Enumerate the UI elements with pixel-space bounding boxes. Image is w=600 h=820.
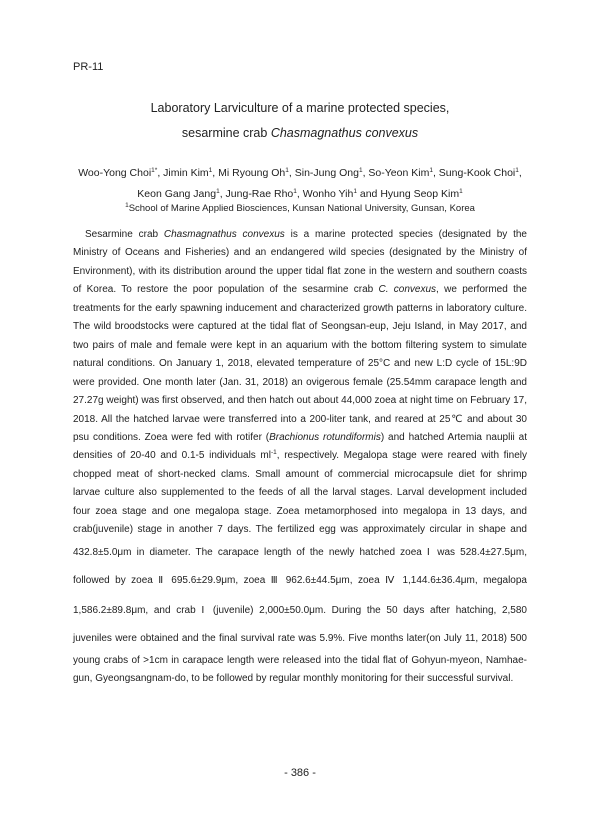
abstract-text: four zoea stage and one megalopa stage. Zoea metamorphosed into megalopa in 13 days, and — [73, 505, 527, 517]
abstract-line — [73, 318, 527, 336]
author-list: Woo-Yong Choi$^{1*}$, Jimin Kim$^1$, Mi Ryoung Oh$^1$, Sin-Jung Ong$^1$, So-Yeon Kim$^1$, Sung-Kook Choi$^1$, Keon Gang Jang$^1$, Jung-Rae Rho$^1$, Wonho Yih$^1$ and Hyung Seop Kim$^1$ — [78, 167, 522, 200]
author-name: Jimin Kim — [163, 167, 209, 179]
abstract-line — [73, 596, 527, 626]
author-name: Mi Ryoung Oh — [218, 167, 286, 179]
author-name: Wonho Yih — [302, 188, 354, 200]
page-number: - 386 - — [284, 767, 316, 779]
abstract-text: Sesarmine crab — [85, 229, 164, 240]
author-affiliation-mark: 1 — [429, 167, 433, 174]
abstract-line — [73, 392, 527, 410]
abstract-text: two pairs of male and female were kept in an aquarium with the bottom filtering system to simulate — [73, 339, 527, 351]
abstract-line — [73, 466, 527, 484]
superscript: -1 — [270, 449, 277, 457]
abstract-text: densities of 20-40 and 0.1-5 individuals ml — [73, 450, 271, 462]
affiliation: $^1$School of Marine Applied Biosciences, Kunsan National University, Gunsan, Korea — [125, 202, 475, 214]
abstract-line — [73, 429, 527, 447]
abstract-line — [73, 566, 527, 596]
author-affiliation-mark: 1 — [216, 188, 220, 195]
abstract-text: gun, Gyeongsangnam-do, to be followed by regular monthly monitoring for their successful survival. — [73, 673, 514, 685]
abstract-line — [73, 411, 527, 429]
abstract-text: Ministry of Oceans and Fisheries) and an endangered wild species (designated by the Ministry of — [73, 247, 527, 259]
abstract-line — [73, 503, 527, 521]
abstract-text: The wild broodstocks were captured at the tidal flat of Seongsan-eup, Jeju Island, in May 2017, and — [73, 321, 527, 333]
author-affiliation-mark: 1 — [459, 188, 463, 195]
author-affiliation-mark: 1 — [208, 167, 213, 174]
abstract-body — [73, 226, 527, 689]
abstract-line — [73, 226, 527, 244]
author-affiliation-mark: 1 — [285, 167, 289, 174]
abstract-line — [73, 484, 527, 502]
abstract-text: chopped meat of short-necked clams. Small amount of commercial microcapsule diet for shrimp — [73, 468, 527, 480]
abstract-text: natural conditions. On January 1, 2018, elevated temperature of 25°C and new L:D cycle of 15L:9D — [73, 358, 527, 370]
abstract-text: juveniles were obtained and the final survival rate was 5.9%. Five months later(on July 11, 2018) 500 — [73, 632, 527, 644]
italic-term: Brachionus rotundiformis — [269, 431, 381, 443]
abstract-text: followed by zoea Ⅱ 695.6±29.9μm, zoea Ⅲ 962.6±44.5μm, zoea Ⅳ 1,144.6±36.4μm, megalopa — [73, 574, 527, 586]
abstract-text: treatments for the early spawning inducement and characterized growth patterns in laboratory culture. — [73, 302, 527, 314]
author-name: Hyung Seop Kim — [380, 188, 460, 200]
abstract-line — [73, 337, 527, 355]
abstract-text: ) and hatched Artemia nauplii at — [380, 431, 527, 443]
abstract-line — [73, 244, 527, 262]
author-name: Keon Gang Jang — [137, 188, 217, 200]
author-affiliation-mark: 1 — [293, 188, 297, 195]
species-name: Chasmagnathus convexus — [270, 126, 419, 140]
abstract-text: of Korea. To restore the poor population of the sesarmine crab — [73, 284, 379, 296]
abstract-line — [73, 521, 527, 539]
title-line-1: Laboratory Larviculture of a marine protected species, — [150, 101, 450, 115]
abstract-line — [73, 281, 527, 299]
abstract-text: 2018. All the hatched larvae were transferred into a 200-liter tank, and reared at 25℃ and about 30 — [73, 413, 527, 425]
abstract-line — [73, 263, 527, 281]
abstract-line — [73, 374, 527, 392]
author-affiliation-mark: 1 — [353, 188, 357, 195]
author-name: Sin-Jung Ong — [294, 167, 359, 179]
abstract-text: were provided. One month later (Jan. 31, 2018) an ovigerous female (25.54mm carapace length and — [73, 376, 527, 388]
author-affiliation-mark: 1* — [151, 167, 158, 174]
abstract-line — [73, 670, 527, 688]
abstract-text: 27.27g weight) was first observed, and then hatch out about 44,000 zoea at night time on February 17, — [73, 395, 527, 407]
page-code: PR-11 — [73, 61, 104, 73]
abstract-text: , respectively. Megalopa stage were reared with finely — [276, 450, 527, 462]
abstract-text: crab(juvenile) stage in another 7 days. The fertilized egg was approximately circular in shape and — [73, 524, 527, 536]
abstract-text: is a marine protected species (designated by the — [284, 229, 527, 240]
paper-title — [40, 96, 560, 146]
author-name: So-Yeon Kim — [368, 167, 430, 179]
author-affiliation-mark: 1 — [358, 167, 363, 174]
author-name: Sung-Kook Choi — [438, 167, 516, 179]
abstract-text: 1,586.2±89.8μm, and crab Ⅰ (juvenile) 2,000±50.0μm. During the 50 days after hatching, 2,580 — [73, 604, 527, 616]
abstract-line — [73, 355, 527, 373]
title-line-2: sesarmine crab Chasmagnathus convexus — [181, 126, 419, 140]
abstract-text: , we performed the — [436, 284, 527, 296]
italic-term: Chasmagnathus convexus — [163, 229, 285, 240]
abstract-text: psu conditions. Zoea were fed with rotifer ( — [73, 431, 270, 443]
author-name: Woo-Yong Choi — [78, 167, 152, 179]
abstract-text: 432.8±5.0μm in diameter. The carapace length of the newly hatched zoea Ⅰ was 528.4±27.5μm, — [73, 546, 527, 558]
author-name: Jung-Rae Rho — [225, 188, 294, 200]
abstract-line — [73, 652, 527, 670]
author-affiliation-mark: 1 — [515, 167, 519, 174]
abstract-line — [73, 447, 527, 465]
abstract-line — [73, 626, 527, 652]
abstract-text: Environment), with its distribution around the upper tidal flat zone in the western and southern coasts — [73, 265, 527, 277]
abstract-text: larvae culture also supplemented to the feeds of all the larval stages. Larval development included — [73, 487, 527, 499]
abstract-line — [73, 540, 527, 566]
italic-term: C. convexus — [378, 284, 437, 296]
abstract-line — [73, 300, 527, 318]
abstract-text: young crabs of >1cm in carapace length were released into the tidal flat of Gohyun-myeon, Namhae- — [73, 654, 527, 666]
